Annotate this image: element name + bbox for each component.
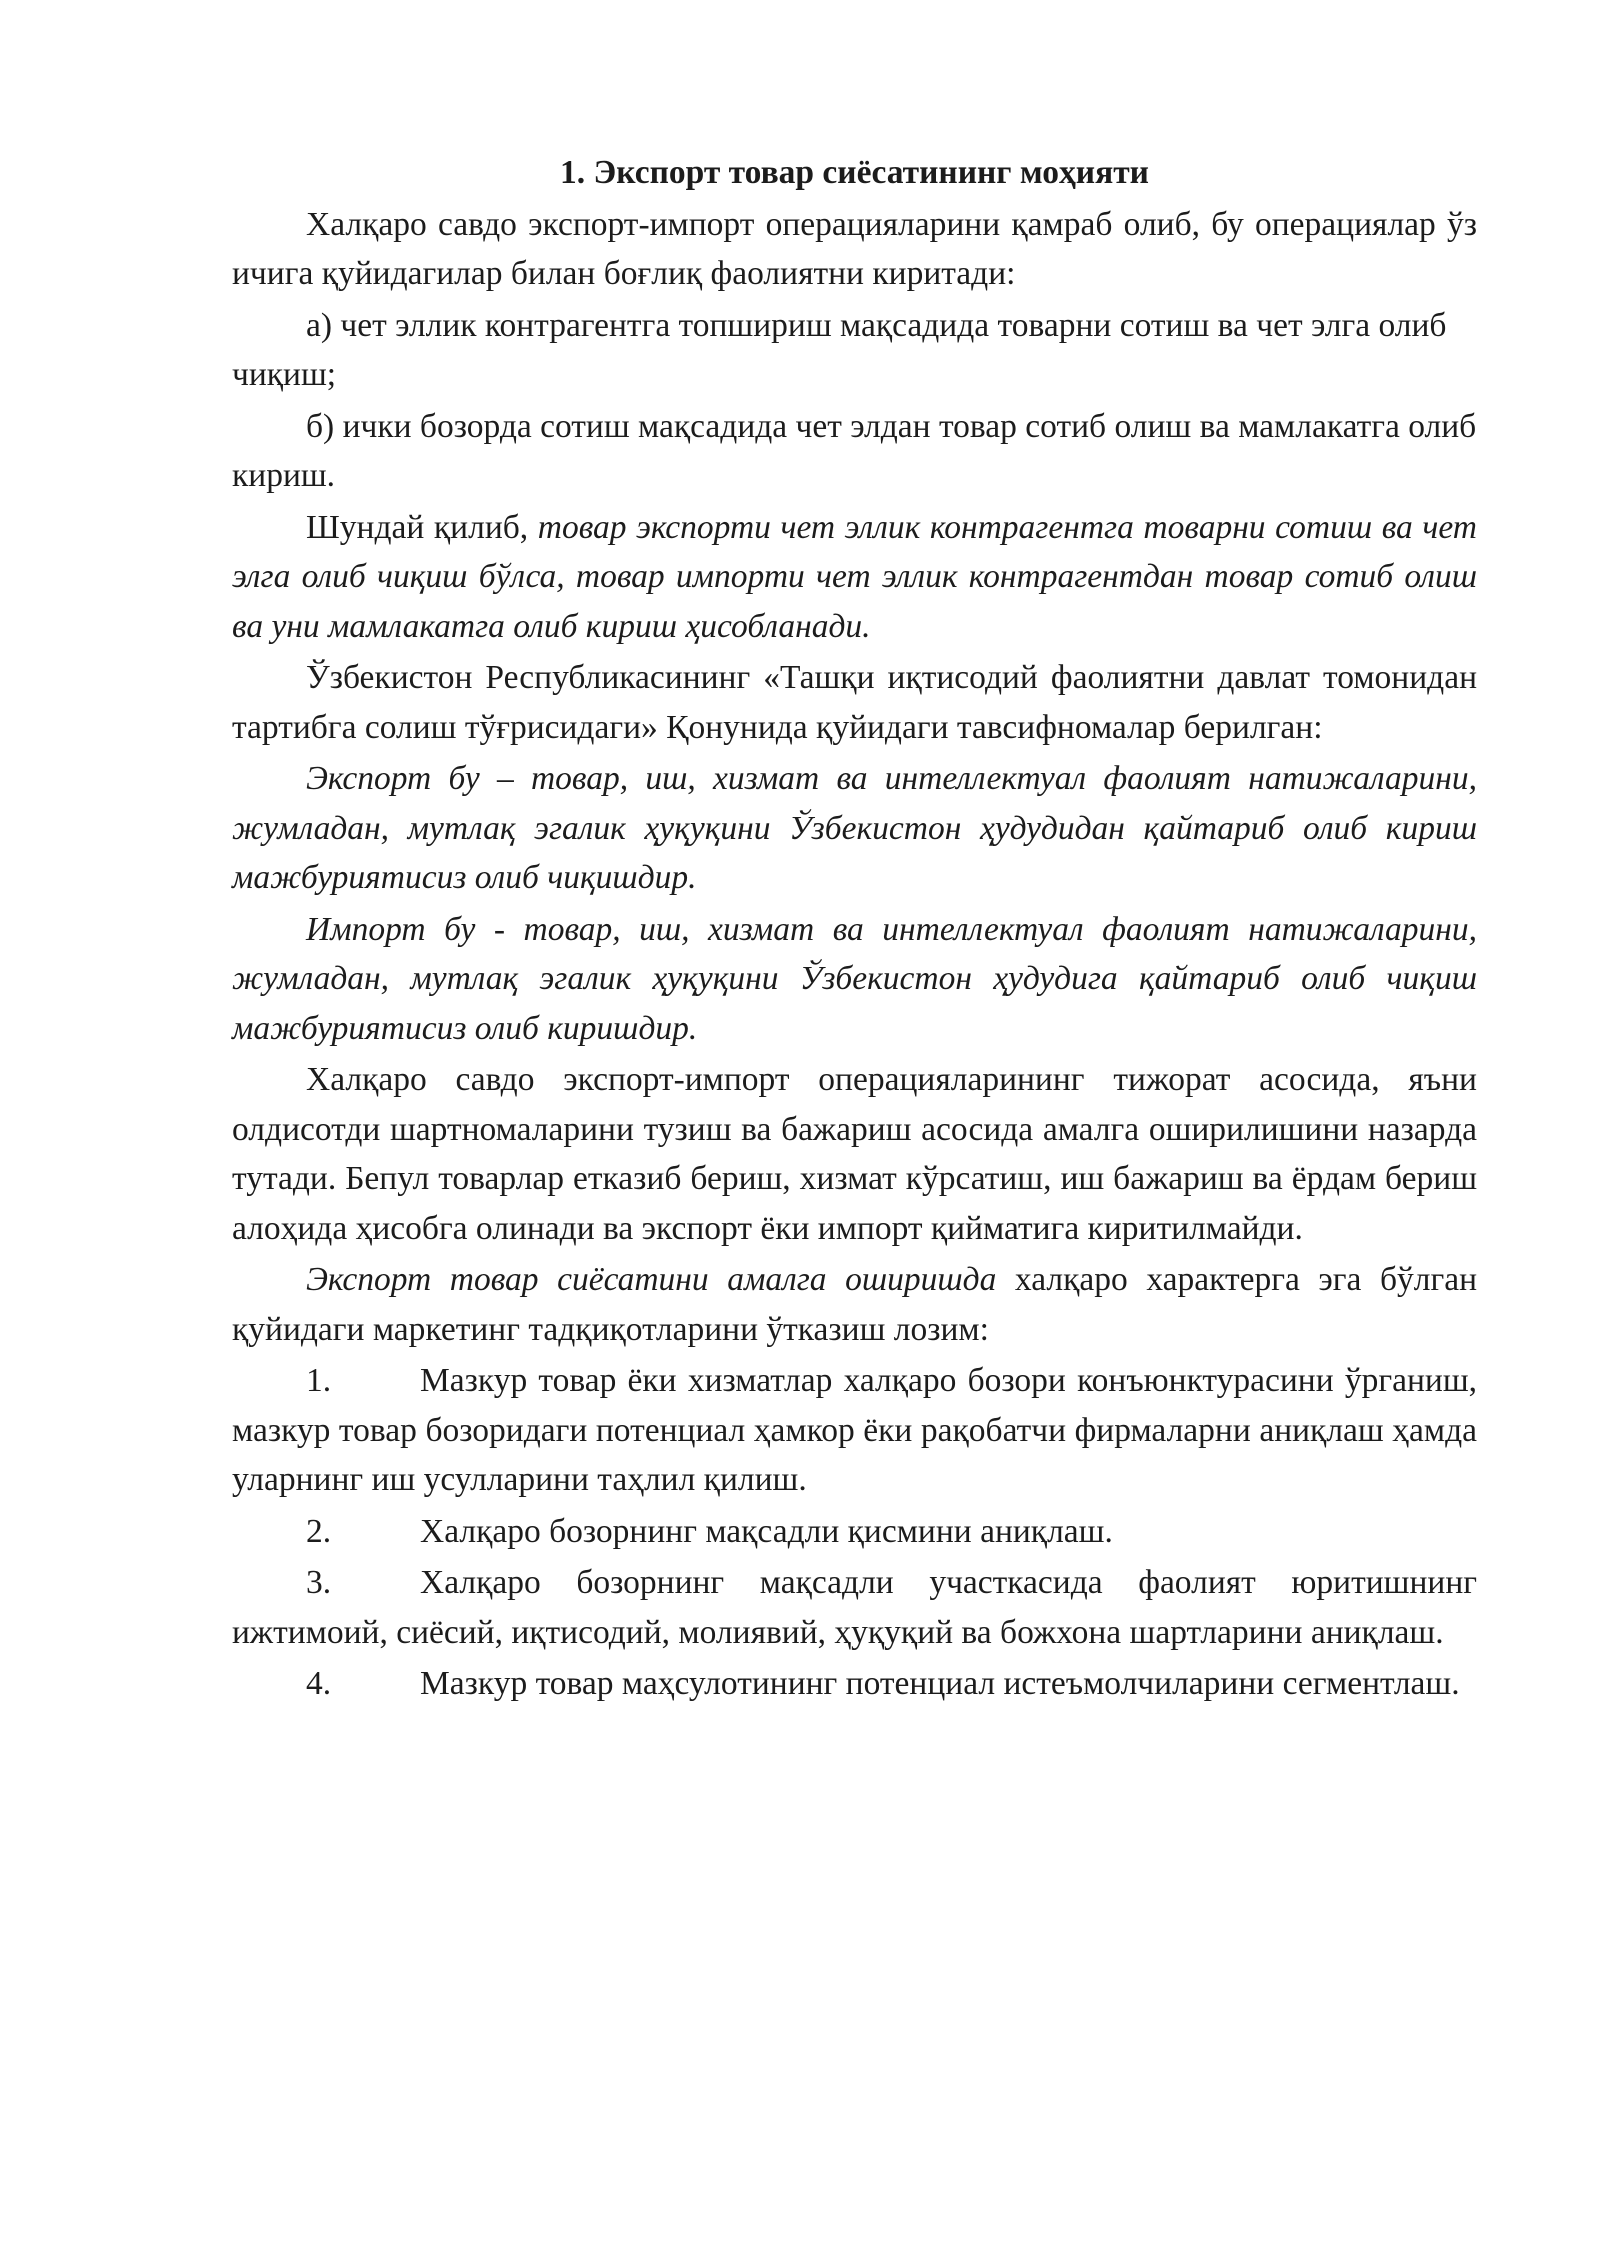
- section-title: 1. Экспорт товар сиёсатининг моҳияти: [560, 154, 1149, 191]
- import-definition: Импорт бу - товар, иш, хизмат ва интеллектуал фаолият натижаларини, жумладан, мутлақ эгалик ҳуқуқини Ўзбекистон ҳудудига қайтариб олиб чиқиш мажбуриятисиз олиб киришдир.: [232, 910, 1477, 1047]
- numbered-item-text: Халқаро бозорнинг мақсадли қисмини аниқлаш.: [420, 1512, 1113, 1550]
- policy-paragraph: [232, 1255, 1477, 1354]
- numbered-item-number: 4.: [306, 1665, 332, 1702]
- intro-paragraph: Халқаро савдо экспорт-импорт операцияларини қамраб олиб, бу операциялар ўз ичига қуйидагилар билан боғлиқ фаолиятни киритади:: [232, 205, 1477, 292]
- list-item-a: [232, 301, 1477, 400]
- law-paragraph: Ўзбекистон Республикасининг «Ташқи иқтисодий фаолиятни давлат томонидан тартибга солиш тўғрисидаги» Қонунида қуйидаги тавсифномалар берилган:: [232, 659, 1477, 746]
- thus-lead: Шундай қилиб,: [306, 508, 538, 546]
- numbered-item-text: Мазкур товар ёки хизматлар халқаро бозори конъюнктурасини ўрганиш, мазкур товар бозоридаги потенциал ҳамкор ёки рақобатчи фирмаларни аниқлаш ҳамда уларнинг иш усулларини таҳлил қилиш.: [232, 1362, 1477, 1498]
- list-item-b: [232, 402, 1477, 501]
- policy-italic: Экспорт товар сиёсатини амалга оширишда: [306, 1261, 997, 1298]
- numbered-item-number: 1.: [306, 1362, 332, 1399]
- policy-rest: халқаро характерга эга бўлган қуйидаги маркетинг тадқиқотларини ўтказиш лозим:: [232, 1261, 1477, 1348]
- export-definition: Экспорт бу – товар, иш, хизмат ва интеллектуал фаолият натижаларини, жумладан, мутлақ эгалик ҳуқуқини Ўзбекистон ҳудудидан қайтариб олиб кириш мажбуриятисиз олиб чиқишдир.: [232, 760, 1477, 896]
- list-item-b-tail: кириш.: [232, 457, 336, 494]
- numbered-item-4: [232, 1659, 1477, 1709]
- list-item-a-text: а) чет эллик контрагентга топшириш мақсадида товарни сотиш ва чет элга олиб: [306, 306, 1447, 344]
- numbered-item-number: 3.: [306, 1564, 332, 1601]
- thus-paragraph: [232, 503, 1477, 652]
- numbered-item-number: 2.: [306, 1512, 332, 1550]
- list-item-a-tail: чиқиш;: [232, 356, 337, 393]
- commercial-paragraph: Халқаро савдо экспорт-импорт операцияларининг тижорат асосида, яъни олдисотди шартномаларини тузиш ва бажариш асосида амалга оширилишини назарда тутади. Бепул товарлар етказиб бериш, хизмат кўрсатиш, иш бажариш ва ёрдам бериш алоҳида ҳисобга олинади ва экспорт ёки импорт қийматига киритилмайди.: [232, 1061, 1477, 1247]
- numbered-item-text: Халқаро бозорнинг мақсадли участкасида фаолият юритишнинг ижтимоий, сиёсий, иқтисодий, молиявий, ҳуқуқий ва божхона шартларини аниқлаш.: [232, 1564, 1477, 1651]
- numbered-item-1: [232, 1356, 1477, 1505]
- thus-italic: товар экспорти чет эллик контрагентга товарни сотиш ва чет элга олиб чиқиш бўлса, товар импорти чет эллик контрагентдан товар сотиб олиш ва уни мамлакатга олиб кириш ҳисобланади.: [232, 508, 1477, 645]
- document-body: [232, 148, 1477, 1709]
- list-item-b-text: б) ички бозорда сотиш мақсадида чет элдан товар сотиб олиш ва мамлакатга олиб: [306, 407, 1477, 445]
- numbered-item-3: [232, 1558, 1477, 1657]
- numbered-item-text: Мазкур товар маҳсулотининг потенциал истеъмолчиларини сегментлаш.: [420, 1665, 1460, 1702]
- numbered-item-2: [232, 1507, 1477, 1557]
